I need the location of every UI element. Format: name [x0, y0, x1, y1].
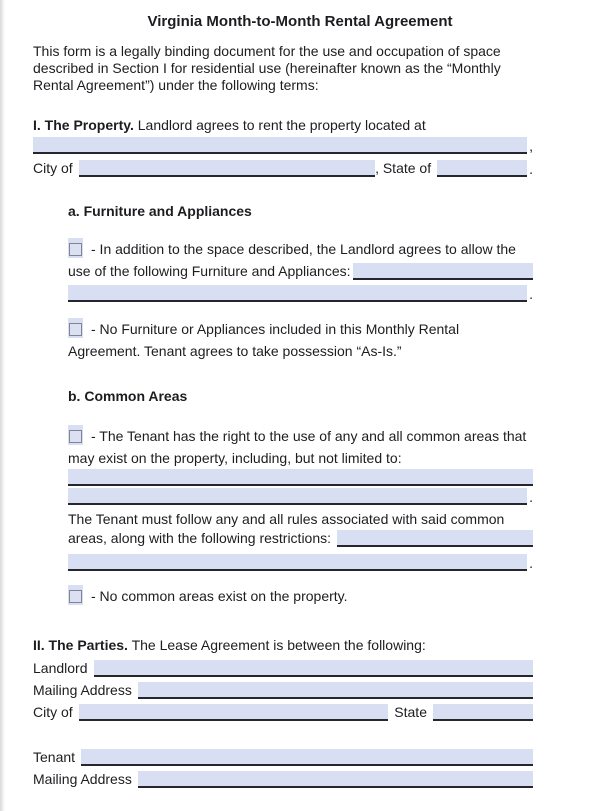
property-address-row — [33, 137, 533, 154]
common-areas-heading: b. Common Areas — [68, 388, 188, 404]
no-furniture-text-2: Agreement. Tenant agrees to take possession “As-Is.” — [68, 343, 402, 359]
no-furniture-text-1: - No Furniture or Appliances included in this Monthly Rental — [91, 321, 460, 337]
property-city-label: City of — [33, 160, 73, 176]
furniture-included-checkbox[interactable] — [68, 238, 83, 258]
furniture-list-field-2[interactable] — [68, 285, 527, 302]
intro-line-3: Rental Agreement”) under the following terms: — [33, 77, 319, 93]
furniture-included-text-2: use of the following Furniture and Appliances: — [68, 263, 351, 279]
no-common-areas-checkbox[interactable] — [68, 585, 83, 605]
landlord-row — [33, 660, 533, 677]
intro-paragraph — [33, 43, 533, 94]
common-areas-item — [68, 425, 533, 505]
rules-text-2: areas, along with the following restrictions: — [68, 530, 332, 546]
common-areas-text-2: may exist on the property, including, but not limited to: — [68, 450, 402, 466]
property-state-label: , State of — [375, 160, 432, 176]
period-after-common-areas: . — [529, 489, 533, 505]
tenant-mailing-address-field[interactable] — [138, 771, 533, 788]
tenant-mailing-row — [33, 771, 533, 788]
period-after-restrictions: . — [529, 555, 533, 571]
common-areas-line-1 — [68, 425, 533, 445]
furniture-included-text-1: - In addition to the space described, the Landlord agrees to allow the — [91, 241, 516, 257]
furniture-heading: a. Furniture and Appliances — [68, 203, 252, 219]
property-subsections — [68, 203, 533, 605]
common-areas-field-2[interactable] — [68, 488, 527, 505]
landlord-city-field[interactable] — [79, 704, 389, 721]
period-after-state: . — [529, 161, 533, 177]
landlord-city-label: City of — [33, 704, 73, 720]
landlord-label: Landlord — [33, 660, 88, 676]
period-after-furniture: . — [529, 286, 533, 302]
furniture-list-row-2 — [68, 285, 533, 302]
landlord-name-field[interactable] — [94, 660, 534, 677]
common-areas-field-1[interactable] — [68, 469, 533, 486]
section-property-heading — [33, 117, 533, 134]
furniture-included-item — [68, 238, 533, 302]
rules-text-1: The Tenant must follow any and all rules associated with said common — [68, 511, 505, 527]
furniture-list-row — [68, 263, 533, 280]
tenant-mailing-label: Mailing Address — [33, 771, 132, 787]
common-areas-field-row-2 — [68, 488, 533, 505]
intro-line-2: described in Section I for residential use (hereinafter known as the “Monthly — [33, 60, 501, 76]
restrictions-field-row-2 — [68, 554, 533, 571]
furniture-included-line-1 — [68, 238, 533, 258]
no-common-areas-item — [68, 585, 533, 605]
rules-paragraph — [68, 511, 533, 571]
common-areas-text-1: - The Tenant has the right to the use of any and all common areas that — [91, 428, 527, 444]
furniture-list-field-1[interactable] — [353, 263, 533, 280]
no-furniture-line-1 — [68, 318, 533, 338]
common-areas-checkbox[interactable] — [68, 425, 83, 445]
property-lead-text: Landlord agrees to rent the property located at — [137, 117, 426, 133]
landlord-city-state-row — [33, 704, 533, 721]
no-furniture-item — [68, 318, 533, 360]
no-furniture-checkbox[interactable] — [68, 318, 83, 338]
tenant-name-field[interactable] — [81, 749, 533, 766]
landlord-state-label: State — [394, 704, 427, 720]
restrictions-row — [68, 530, 533, 547]
property-heading-label: I. The Property. — [33, 117, 134, 133]
intro-line-1: This form is a legally binding document for the use and occupation of space — [33, 43, 501, 59]
document-title: Virginia Month-to-Month Rental Agreement — [147, 13, 453, 30]
property-city-state-row — [33, 160, 533, 177]
tenant-label: Tenant — [33, 749, 76, 765]
landlord-mailing-label: Mailing Address — [33, 682, 132, 698]
parties-lead-text: The Lease Agreement is between the following: — [131, 637, 426, 653]
no-common-areas-text: - No common areas exist on the property. — [91, 588, 348, 604]
section-parties-heading — [33, 637, 533, 654]
landlord-state-field[interactable] — [433, 704, 533, 721]
restrictions-field-1[interactable] — [337, 530, 533, 547]
comma-after-address: , — [529, 138, 533, 154]
property-city-field[interactable] — [79, 160, 375, 177]
tenant-row — [33, 749, 533, 766]
common-areas-field-row-1 — [68, 469, 533, 486]
landlord-mailing-row — [33, 682, 533, 699]
property-address-field[interactable] — [33, 137, 527, 154]
landlord-mailing-address-field[interactable] — [138, 682, 533, 699]
parties-heading-label: II. The Parties. — [33, 637, 128, 653]
restrictions-field-2[interactable] — [68, 554, 527, 571]
property-state-field[interactable] — [437, 160, 527, 177]
